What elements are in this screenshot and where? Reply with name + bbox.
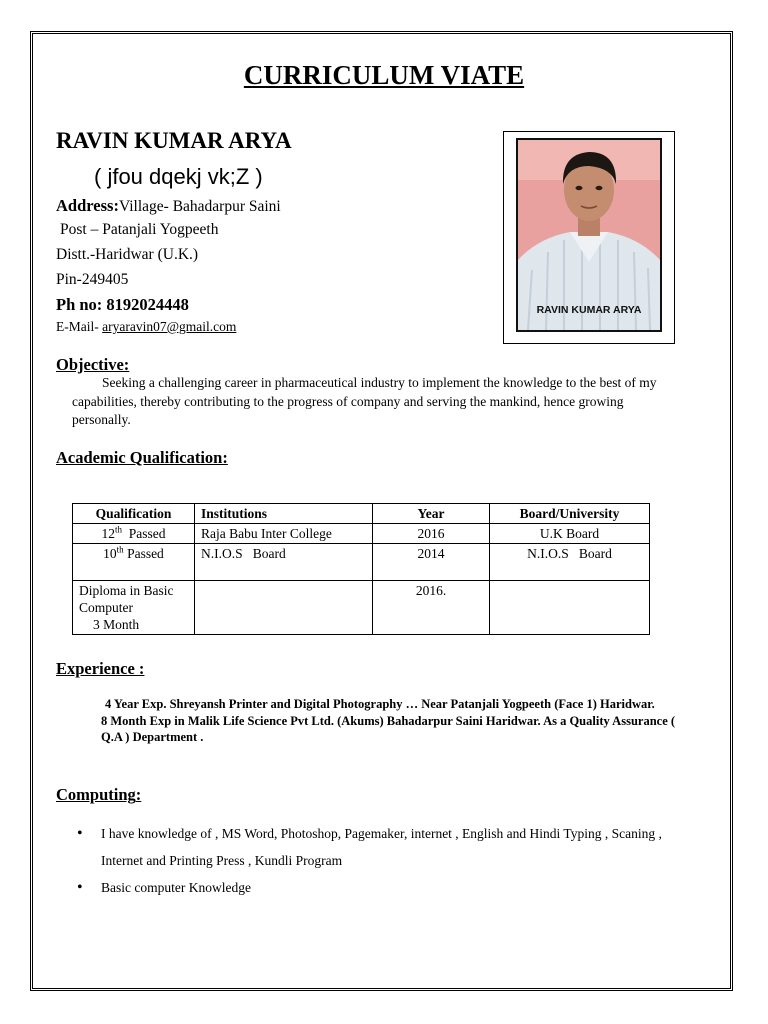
header-institutions: Institutions [195, 504, 373, 524]
phone-text: Ph no: 8192024448 [56, 295, 189, 314]
list-item: • Basic computer Knowledge [72, 874, 682, 901]
year-cell: 2014 [373, 544, 490, 581]
qualification-cell: Diploma in Basic Computer 3 Month [73, 581, 195, 635]
address-village: Village- Bahadarpur Saini [118, 198, 281, 215]
address-label: Address: [56, 196, 119, 215]
email-label: E-Mail- [56, 319, 103, 334]
profile-photo [516, 138, 662, 332]
board-cell: N.I.O.S Board [490, 544, 650, 581]
photo-frame [503, 131, 675, 344]
table-row [73, 524, 650, 544]
address-post: Post – Patanjali Yogpeeth [60, 221, 219, 238]
photo-caption: RAVIN KUMAR ARYA [536, 304, 642, 316]
qualification-cell: 10th Passed [73, 544, 195, 581]
header-qualification: Qualification [73, 504, 195, 524]
email-link[interactable]: aryaravin07@gmail.com [102, 319, 237, 334]
year-cell: 2016 [373, 524, 490, 544]
portrait-illustration [518, 140, 660, 330]
experience-item: 4 Year Exp. Shreyansh Printer and Digital Photography … Near Patanjali Yogpeeth (Face 1) Haridwar. [105, 697, 655, 711]
header-board: Board/University [490, 504, 650, 524]
computing-heading: Computing: [56, 785, 142, 804]
institution-cell: N.I.O.S Board [195, 544, 373, 581]
qualification-cell: 12th Passed [73, 524, 195, 544]
table-header-row [73, 504, 650, 524]
computing-list [72, 820, 682, 901]
table-row [73, 581, 650, 635]
table-row [73, 544, 650, 581]
experience-item: 8 Month Exp in Malik Life Science Pvt Ltd. (Akums) Bahadarpur Saini Haridwar. As a Quality Assurance ( Q.A ) Department . [101, 713, 676, 744]
board-cell: U.K Board [490, 524, 650, 544]
experience-heading: Experience : [56, 659, 145, 678]
header-year: Year [373, 504, 490, 524]
academic-heading: Academic Qualification: [56, 448, 228, 467]
board-cell [490, 581, 650, 635]
experience-text [101, 696, 676, 746]
address-pin: Pin-249405 [56, 271, 129, 288]
candidate-name-hindi: ( jfou dqekj vk;Z ) [94, 164, 263, 189]
address-district: Distt.-Haridwar (U.K.) [56, 246, 199, 263]
qualification-table [72, 503, 650, 635]
email-line [56, 319, 236, 335]
institution-cell: Raja Babu Inter College [195, 524, 373, 544]
document-title: CURRICULUM VIATE [243, 60, 525, 90]
candidate-name: RAVIN KUMAR ARYA [56, 128, 292, 153]
objective-text: Seeking a challenging career in pharmaceutical industry to implement the knowledge to the best of my capabilities, thereby contributing to the progress of company and serving the mankind, hence growing personally. [72, 375, 657, 427]
list-item: • I have knowledge of , MS Word, Photoshop, Pagemaker, internet , English and Hindi Typing , Scaning , Internet and Printing Press , Kundli Program [72, 820, 682, 874]
phone-number [56, 295, 189, 315]
institution-cell [195, 581, 373, 635]
address-line-1 [56, 196, 281, 216]
year-cell: 2016. [373, 581, 490, 635]
objective-heading: Objective: [56, 355, 130, 374]
